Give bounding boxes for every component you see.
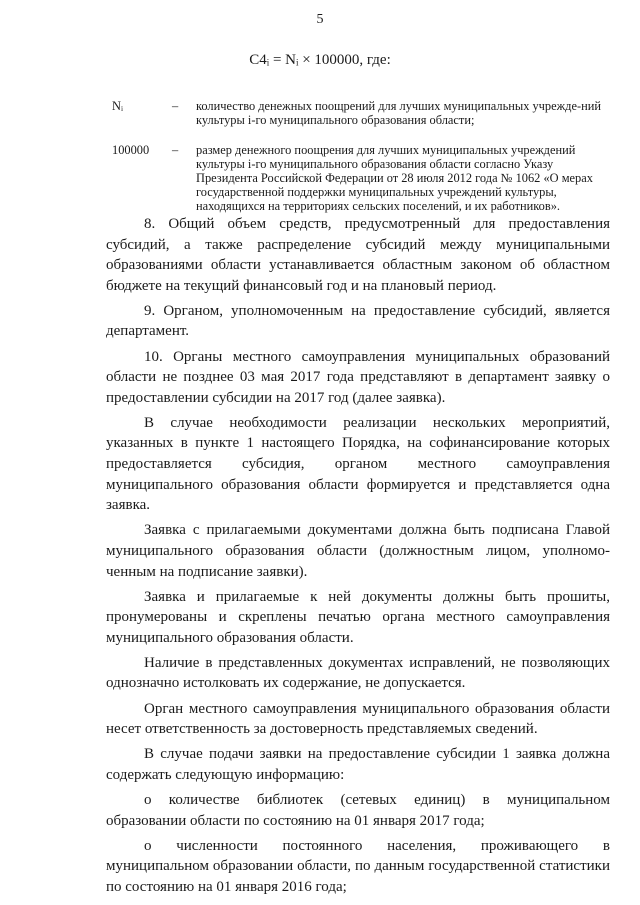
- body-text: [106, 214, 610, 897]
- page-number: 5: [316, 12, 324, 27]
- definition-term: Nᵢ: [112, 99, 123, 113]
- definitions-list: [112, 99, 617, 213]
- paragraph: Заявка с прилагаемыми документами должна быть подписана Главой муниципального образования области (должностным лицом, уполномо-ченным на подписание заявки).: [106, 522, 610, 580]
- paragraph: Орган местного самоуправления муниципального образования области несет ответственность за достоверность представляемых сведений.: [106, 700, 610, 738]
- definition-item: [112, 99, 617, 127]
- definition-term: 100000: [112, 143, 150, 157]
- paragraph-9: 9. Органом, уполномоченным на предоставление субсидий, является департамент.: [106, 302, 610, 340]
- paragraph: о количестве библиотек (сетевых единиц) в муниципальном образовании области по состоянию на 01 января 2017 года;: [106, 791, 610, 829]
- paragraph: Наличие в представленных документах исправлений, не позволяющих однозначно истолковать их содержание, не допускается.: [106, 654, 610, 692]
- definition-dash: –: [172, 99, 179, 113]
- paragraph-10: 10. Органы местного самоуправления муниципальных образований области не позднее 03 мая 2017 года представляют в департамент заявку о предоставлении субсидии на 2017 год (далее заявка).: [106, 348, 610, 406]
- definition-text: размер денежного поощрения для лучших муниципальных учреждений культуры i-го муниципального образования области согласно Указу Президента Российской Федерации от 28 июля 2012 года № 1062 «О мерах государственной поддержки муниципальных учреждений культуры, находящихся на территориях сельских поселений, и их работников».: [196, 143, 593, 213]
- paragraph: В случае необходимости реализации нескольких мероприятий, указанных в пункте 1 настоящего Порядка, на софинансирование которых предоставляется субсидия, органом местного самоуправления муниципального образования области формируется и представляется одна заявка.: [106, 414, 610, 514]
- definition-text: количество денежных поощрений для лучших муниципальных учрежде-ний культуры i-го муниципального образования области;: [196, 99, 601, 127]
- paragraph: В случае подачи заявки на предоставление субсидии 1 заявка должна содержать следующую информацию:: [106, 746, 610, 783]
- formula: С4ᵢ = Nᵢ × 100000, где:: [249, 52, 391, 68]
- paragraph: Заявка и прилагаемые к ней документы должны быть прошиты, пронумерованы и скреплены печатью органа местного самоуправления муниципального образования области.: [106, 588, 610, 646]
- paragraph: о численности постоянного населения, проживающего в муниципальном образовании области, по данным государственной статистики по состоянию на 01 января 2016 года;: [106, 837, 610, 895]
- paragraph-8: 8. Общий объем средств, предусмотренный для предоставления субсидий, а также распределение субсидий между муниципальными образованиями области устанавливается областным законом об областном бюджете на текущий финансовый год и на плановый период.: [106, 216, 610, 294]
- definition-dash: –: [172, 143, 179, 157]
- definition-item: [112, 143, 617, 213]
